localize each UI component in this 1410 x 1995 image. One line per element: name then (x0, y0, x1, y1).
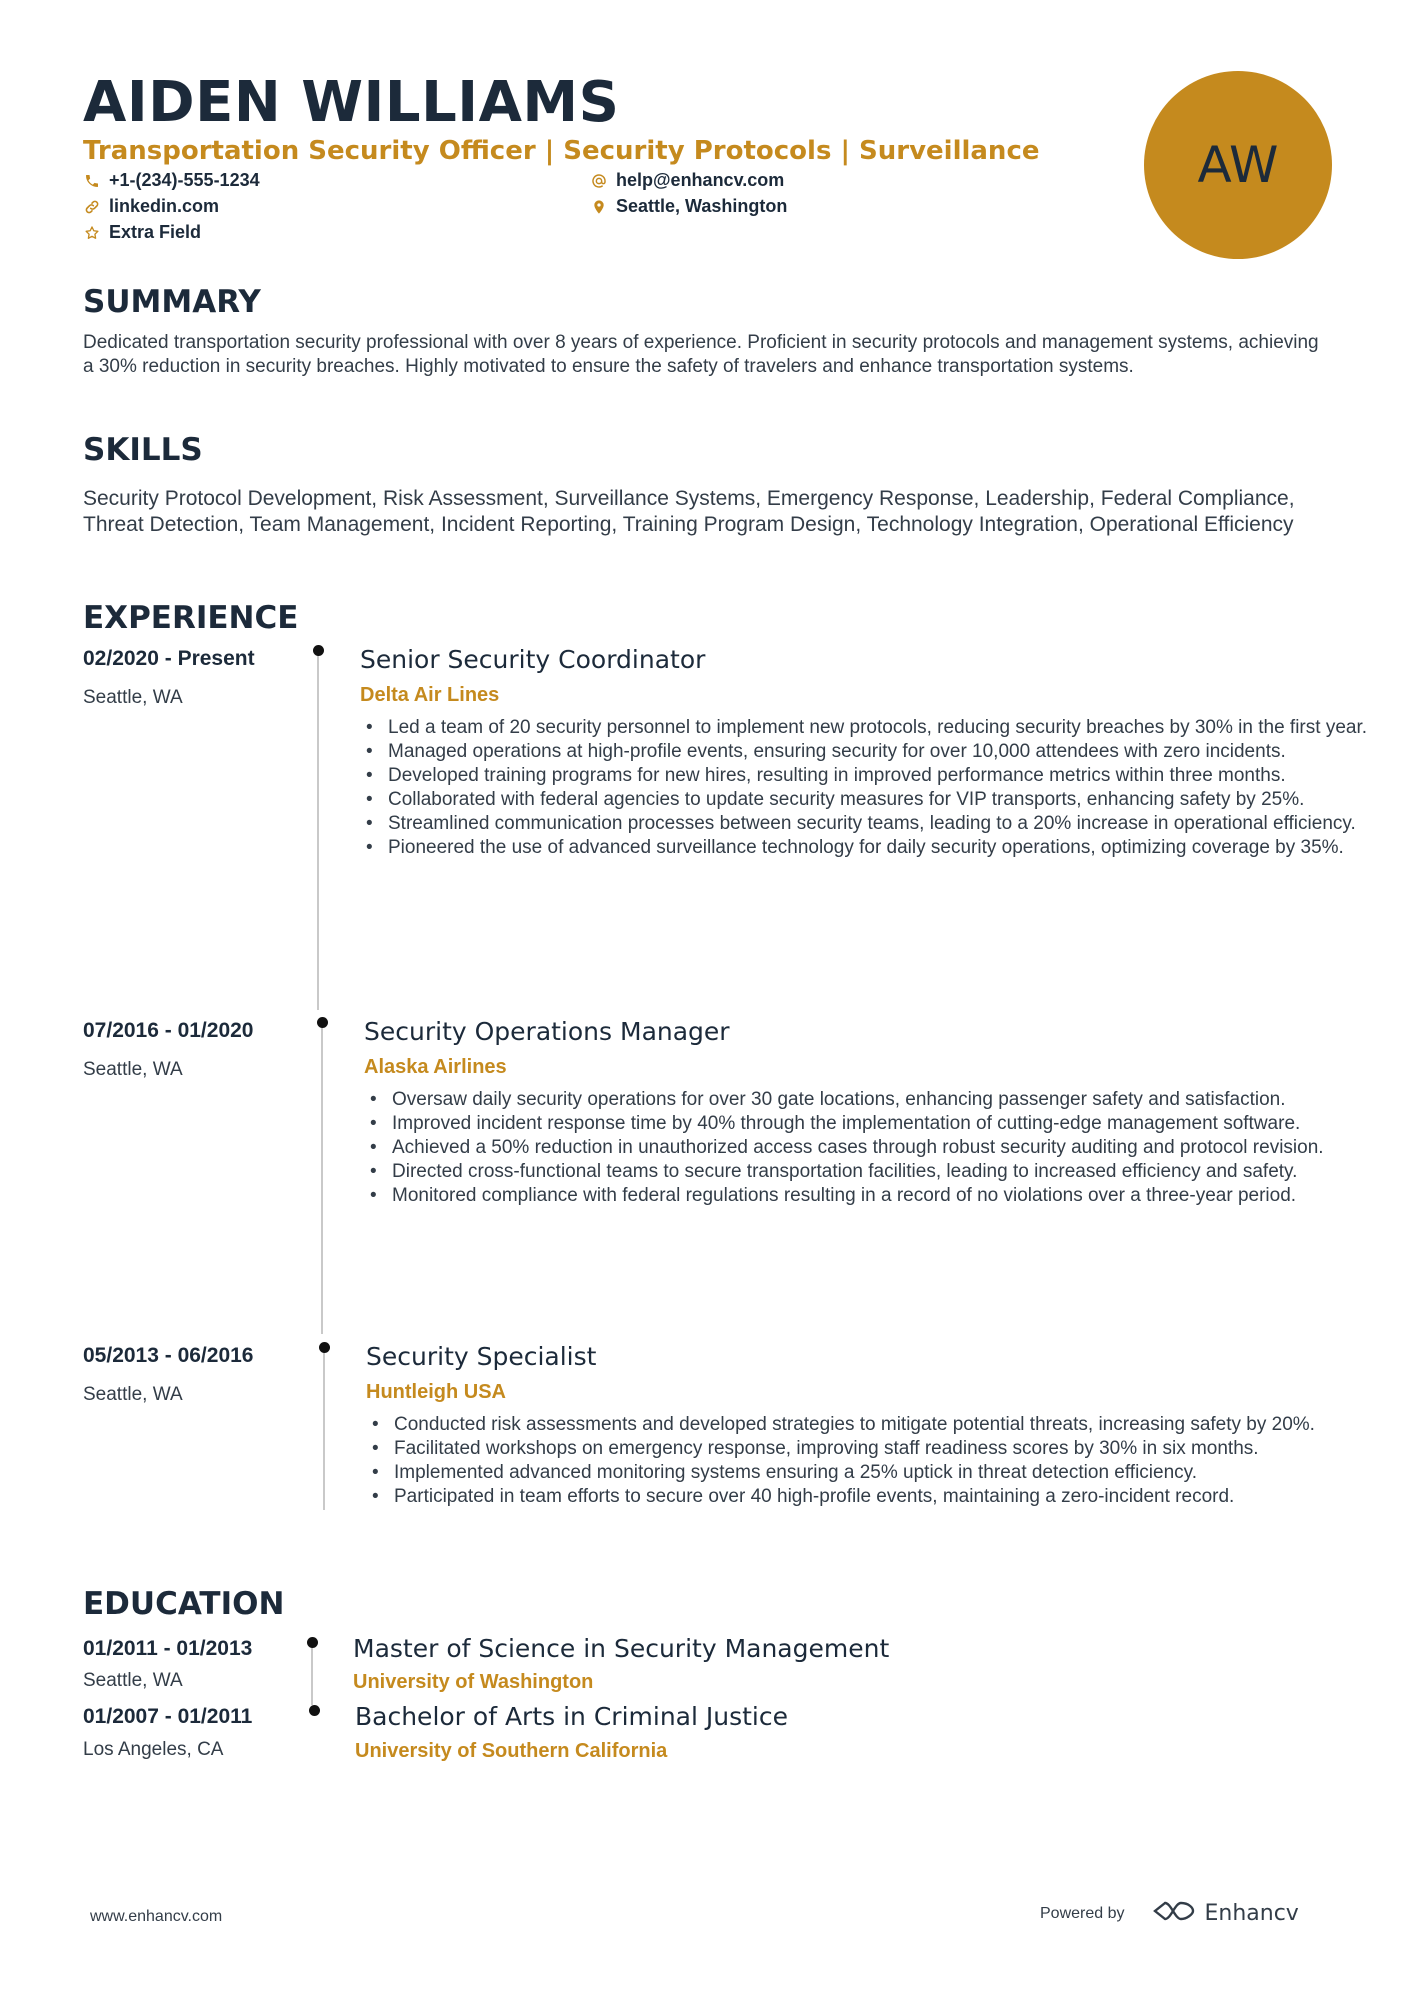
footer-website[interactable]: www.enhancv.com (90, 1908, 223, 1925)
linkedin-text: linkedin.com (109, 196, 220, 216)
candidate-name: AIDEN WILLIAMS (83, 70, 620, 135)
experience-role: Security Specialist (366, 1342, 597, 1371)
education-school: University of Washington (353, 1671, 594, 1693)
phone-icon (83, 172, 101, 190)
brand-name: Enhancv (1204, 1901, 1299, 1926)
timeline-dot (309, 1705, 320, 1716)
skills-title: SKILLS (83, 432, 203, 468)
experience-bullets (360, 716, 1398, 860)
education-location: Seattle, WA (83, 1670, 183, 1691)
summary-text: Dedicated transportation security professional with over 8 years of experience. Proficient in security protocols and management systems, achieving a 30% reduction in security breaches. Highly motivated to ensure the safety of travelers and enhance transportation systems. (83, 332, 1319, 377)
education-title: EDUCATION (83, 1586, 285, 1622)
list-item: • Collaborated with federal agencies to update security measures for VIP transports, enhancing safety by 25%. (388, 788, 1398, 812)
education-degree: Bachelor of Arts in Criminal Justice (355, 1702, 788, 1731)
list-item: • Directed cross-functional teams to secure transportation facilities, leading to increased efficiency and safety. (392, 1160, 1402, 1184)
contact-extra (83, 222, 201, 243)
location-pin-icon (590, 198, 608, 216)
education-school: University of Southern California (355, 1740, 668, 1762)
list-item: • Oversaw daily security operations for over 30 gate locations, enhancing passenger safety and satisfaction. (392, 1088, 1402, 1112)
experience-location: Seattle, WA (83, 687, 183, 708)
experience-title: EXPERIENCE (83, 600, 299, 636)
list-item: • Developed training programs for new hires, resulting in improved performance metrics within three months. (388, 764, 1398, 788)
experience-dates: 07/2016 - 01/2020 (83, 1019, 254, 1042)
list-item: • Pioneered the use of advanced surveillance technology for daily security operations, optimizing coverage by 35%. (388, 836, 1398, 860)
contact-phone[interactable] (83, 170, 260, 191)
timeline-dot (313, 645, 324, 656)
timeline-line (321, 1023, 323, 1334)
timeline-line (323, 1348, 325, 1510)
at-icon (590, 172, 608, 190)
list-item: • Conducted risk assessments and developed strategies to mitigate potential threats, increasing safety by 20%. (394, 1413, 1404, 1437)
link-icon (83, 198, 101, 216)
summary-title: SUMMARY (83, 284, 261, 320)
skills-text: Security Protocol Development, Risk Assessment, Surveillance Systems, Emergency Response, Leadership, Federal Compliance, Threat Detection, Team Management, Incident Reporting, Training Program Design, Technology Integration, Operational Efficiency (83, 487, 1295, 536)
experience-dates: 02/2020 - Present (83, 647, 255, 670)
footer-branding[interactable] (1040, 1898, 1299, 1929)
email-text: help@enhancv.com (616, 170, 785, 190)
timeline-dot (317, 1017, 328, 1028)
experience-role: Security Operations Manager (364, 1017, 730, 1046)
experience-bullets (364, 1088, 1402, 1208)
phone-text: +1-(234)-555-1234 (109, 170, 260, 190)
avatar (1144, 71, 1332, 259)
timeline-line (317, 651, 319, 1010)
enhancv-logo-icon (1149, 1898, 1197, 1929)
experience-location: Seattle, WA (83, 1384, 183, 1405)
list-item: • Managed operations at high-profile events, ensuring security for over 10,000 attendees with zero incidents. (388, 740, 1398, 764)
list-item: • Participated in team efforts to secure over 40 high-profile events, maintaining a zero-incident record. (394, 1485, 1404, 1509)
contact-linkedin[interactable] (83, 196, 219, 217)
timeline-dot (319, 1342, 330, 1353)
candidate-headline: Transportation Security Officer | Security Protocols | Surveillance (83, 136, 1040, 166)
education-location: Los Angeles, CA (83, 1739, 224, 1760)
location-text: Seattle, Washington (616, 196, 788, 216)
experience-bullets (366, 1413, 1404, 1509)
list-item: • Improved incident response time by 40% through the implementation of cutting-edge management software. (392, 1112, 1402, 1136)
list-item: • Facilitated workshops on emergency response, improving staff readiness scores by 30% in six months. (394, 1437, 1404, 1461)
experience-location: Seattle, WA (83, 1059, 183, 1080)
timeline-dot (307, 1637, 318, 1648)
experience-company: Alaska Airlines (364, 1056, 507, 1078)
contact-email[interactable] (590, 170, 784, 191)
list-item: • Implemented advanced monitoring systems ensuring a 25% uptick in threat detection efficiency. (394, 1461, 1404, 1485)
experience-role: Senior Security Coordinator (360, 645, 706, 674)
education-dates: 01/2011 - 01/2013 (83, 1637, 253, 1660)
timeline-line (311, 1643, 313, 1705)
list-item: • Led a team of 20 security personnel to implement new protocols, reducing security breaches by 30% in the first year. (388, 716, 1398, 740)
education-dates: 01/2007 - 01/2011 (83, 1705, 253, 1728)
list-item: • Monitored compliance with federal regulations resulting in a record of no violations over a three-year period. (392, 1184, 1402, 1208)
experience-company: Huntleigh USA (366, 1381, 506, 1403)
contact-location (590, 196, 787, 217)
extra-text: Extra Field (109, 222, 202, 242)
avatar-initials: AW (1197, 136, 1279, 194)
experience-dates: 05/2013 - 06/2016 (83, 1344, 254, 1367)
experience-company: Delta Air Lines (360, 684, 500, 706)
powered-by-text: Powered by (1040, 1904, 1125, 1922)
star-icon (83, 224, 101, 242)
list-item: • Streamlined communication processes between security teams, leading to a 20% increase in operational efficiency. (388, 812, 1398, 836)
list-item: • Achieved a 50% reduction in unauthorized access cases through robust security auditing and protocol revision. (392, 1136, 1402, 1160)
education-degree: Master of Science in Security Management (353, 1634, 890, 1663)
